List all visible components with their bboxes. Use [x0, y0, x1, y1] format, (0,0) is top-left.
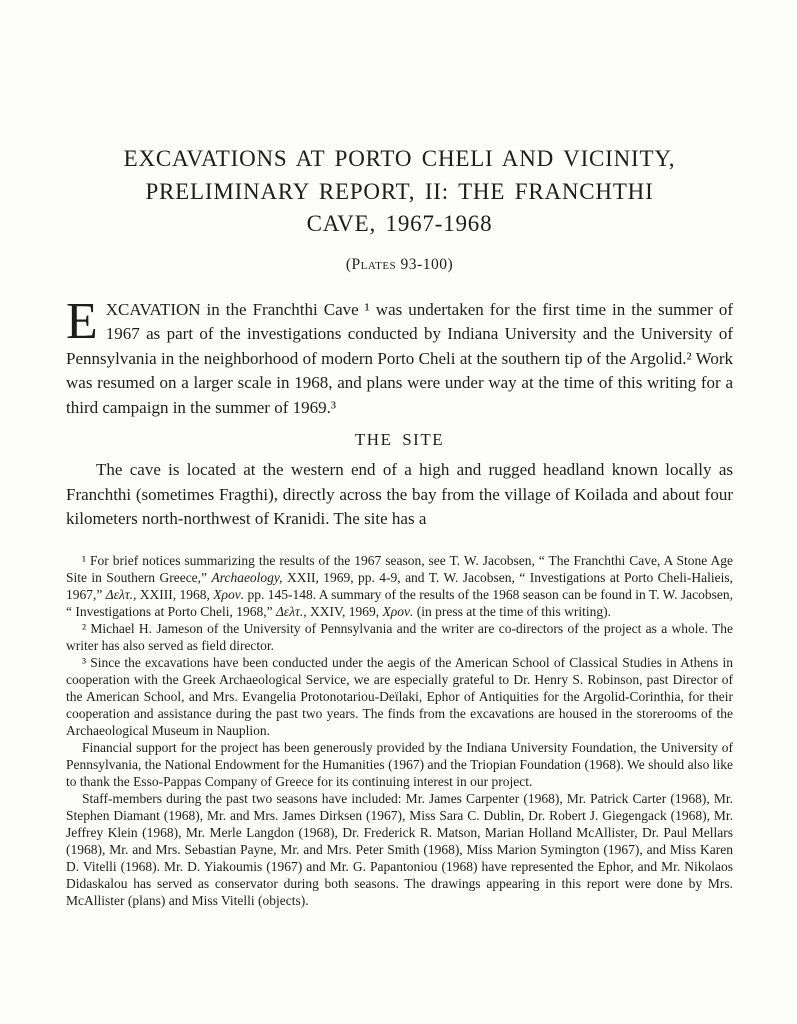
- footnote-1-text: ¹ For brief notices summarizing the results of the 1967 season, see T. W. Jacobsen, “ The Franchthi Cave, A Stone Age Site in Southern Greece,”: [66, 552, 733, 585]
- intro-text: XCAVATION in the Franchthi Cave ¹ was undertaken for the first time in the summer of 1967 as part of the investigations conducted by Indiana University and the University of Pennsylvania in the neighborhood of modern Porto Cheli at the southern tip of the Argolid.² Work was resumed on a larger scale in 1968, and plans were under way at the time of this writing for a third campaign in the summer of 1969.³: [66, 299, 733, 417]
- footnote-1-deltion2-italic: Δελτ.,: [275, 603, 307, 619]
- paper-title: [66, 143, 733, 241]
- drop-cap: E: [66, 292, 98, 350]
- plates-note: [66, 256, 733, 274]
- intro-paragraph: [66, 292, 733, 421]
- title-line-1: EXCAVATIONS AT PORTO CHELI AND VICINITY,: [123, 146, 676, 171]
- footnote-3-paragraph-3: Staff-members during the past two seasons have included: Mr. James Carpenter (1968), Mr. Patrick Carter (1968), Mr. Stephen Diamant (1968), Mr. and Mrs. James Dirksen (1967), Miss Sara C. Dublin, Dr. Robert J. Giegengack (1968), Mr. Jeffrey Klein (1968), Mr. Merle Langdon (1968), Dr. Frederick R. Matson, Marian Holland McAllister, Dr. Paul Mellars (1968), Mr. and Mrs. Sebastian Payne, Mr. and Mrs. Peter Smith (1968), Miss Marion Symington (1967), and Miss Karen D. Vitelli (1968). Mr. D. Yiakoumis (1967) and Mr. G. Papantoniou (1968) have represented the Ephor, and Mr. Nikolaos Didaskalou has served as conservator during both seasons. The drawings appearing in this report were done by Mrs. McAllister (plans) and Miss Vitelli (objects).: [66, 790, 733, 908]
- plates-text: (Plates 93-100): [345, 255, 454, 273]
- footnote-3-paragraph-1: ³ Since the excavations have been conducted under the aegis of the American School of Classical Studies in Athens in cooperation with the Greek Archaeological Service, we are especially grateful to Dr. Henry S. Robinson, past Director of the American School, and Mrs. Evangelia Protonotariou-Deïlaki, Ephor of Antiquities for the Argolid-Corinthia, for their cooperation and assistance during the past two years. The finds from the excavations are housed in the storerooms of the Archaeological Museum in Nauplion.: [66, 654, 733, 738]
- section-heading-the-site: THE SITE: [354, 430, 445, 450]
- title-line-2: PRELIMINARY REPORT, II: THE FRANCHTHI: [145, 178, 654, 204]
- footnote-1-deltion-italic: Δελτ.,: [105, 586, 137, 602]
- footnote-1-journal-italic: Archaeology,: [211, 569, 283, 585]
- footnote-3-paragraph-2: Financial support for the project has been generously provided by the Indiana University Foundation, the University of Pennsylvania, the National Endowment for the Humanities (1967) and the Triopian Foundation (1968). We should also like to thank the Esso-Pappas Company of Greece for its continuing interest in our project.: [66, 739, 733, 789]
- footnotes-block: [66, 552, 733, 909]
- footnote-1: ¹ For brief notices summarizing the results of the 1967 season, see T. W. Jacobsen, “ The Franchthi Cave, A Stone Age Site in Southern Greece,” Archaeology, XXII, 1969, pp. 4-9, and T. W. Jacobsen, “ Investigations at Porto Cheli-Halieis, 1967,” Δελτ., XXIII, 1968, Χρον. pp. 145-148. A summary of the results of the 1968 season can be found in T. W. Jacobsen, “ Investigations at Porto Cheli, 1968,” Δελτ., XXIV, 1969, Χρον. (in press at the time of this writing).: [66, 552, 734, 619]
- site-paragraph: The cave is located at the western end of a high and rugged headland known locally as Franchthi (sometimes Fragthi), directly across the bay from the village of Koilada and about four kilometers north-northwest of Kranidi. The site has a: [66, 460, 733, 529]
- footnote-2: ² Michael H. Jameson of the University of Pennsylvania and the writer are co-directors of the project as a whole. The writer has also served as field director.: [66, 620, 733, 653]
- footnote-1-chron2-italic: Χρον.: [382, 603, 414, 619]
- footnote-1-chron-italic: Χρον.: [213, 586, 245, 602]
- title-line-3: CAVE, 1967-1968: [306, 211, 493, 237]
